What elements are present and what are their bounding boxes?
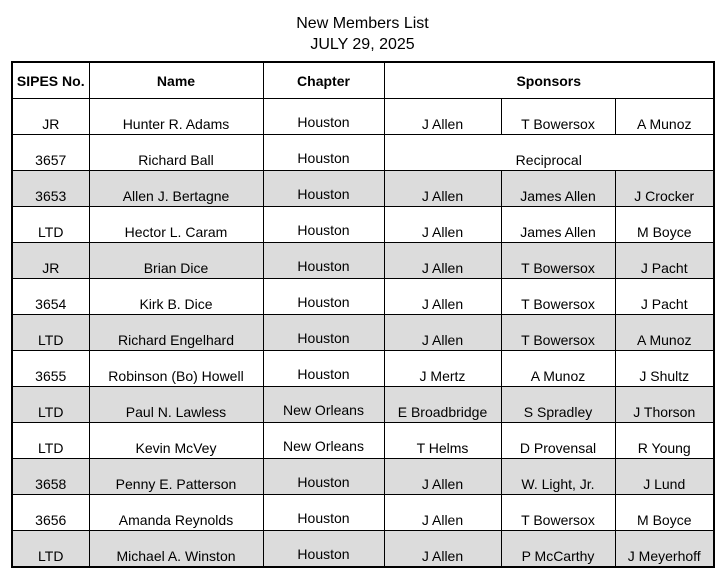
cell-sponsor-3: A Munoz — [615, 99, 714, 135]
cell-sponsor-2: A Munoz — [501, 351, 615, 387]
cell-sponsor-1: J Allen — [384, 279, 501, 315]
cell-name: Richard Ball — [89, 135, 263, 171]
header-sponsors: Sponsors — [384, 62, 714, 99]
cell-sponsor-2: James Allen — [501, 207, 615, 243]
table-row — [12, 351, 714, 387]
cell-sipes-no: JR — [12, 243, 89, 279]
cell-sipes-no: 3657 — [12, 135, 89, 171]
cell-sponsor-2: T Bowersox — [501, 243, 615, 279]
table-row — [12, 315, 714, 351]
cell-sponsor-1: E Broadbridge — [384, 387, 501, 423]
cell-name: Paul N. Lawless — [89, 387, 263, 423]
page-title: New Members List — [296, 15, 429, 32]
table-row — [12, 387, 714, 423]
cell-sponsor-1: J Mertz — [384, 351, 501, 387]
table-row — [12, 207, 714, 243]
table-row — [12, 495, 714, 531]
cell-sipes-no: LTD — [12, 531, 89, 568]
cell-name: Allen J. Bertagne — [89, 171, 263, 207]
cell-sponsor-2: P McCarthy — [501, 531, 615, 568]
cell-name: Amanda Reynolds — [89, 495, 263, 531]
header-chapter: Chapter — [263, 62, 384, 99]
cell-sponsor-3: M Boyce — [615, 207, 714, 243]
list-date: JULY 29, 2025 — [310, 36, 415, 53]
cell-sipes-no: LTD — [12, 423, 89, 459]
cell-sponsor-3: J Pacht — [615, 279, 714, 315]
cell-sponsor-1: J Allen — [384, 531, 501, 568]
members-table — [11, 61, 715, 568]
cell-chapter: Houston — [263, 351, 384, 387]
cell-sponsor-1: T Helms — [384, 423, 501, 459]
cell-sipes-no: 3653 — [12, 171, 89, 207]
cell-sponsor-1: J Allen — [384, 495, 501, 531]
cell-sipes-no: LTD — [12, 387, 89, 423]
cell-chapter: Houston — [263, 531, 384, 568]
cell-sponsor-3: M Boyce — [615, 495, 714, 531]
table-row — [12, 243, 714, 279]
cell-chapter: New Orleans — [263, 387, 384, 423]
cell-chapter: Houston — [263, 171, 384, 207]
cell-name: Kevin McVey — [89, 423, 263, 459]
cell-sponsor-2: W. Light, Jr. — [501, 459, 615, 495]
cell-chapter: Houston — [263, 207, 384, 243]
cell-sponsor-3: A Munoz — [615, 315, 714, 351]
cell-sponsor-1: J Allen — [384, 315, 501, 351]
header-sipes-no: SIPES No. — [12, 62, 89, 99]
cell-sponsor-1: J Allen — [384, 207, 501, 243]
cell-sponsor-2: James Allen — [501, 171, 615, 207]
cell-name: Michael A. Winston — [89, 531, 263, 568]
cell-chapter: Houston — [263, 279, 384, 315]
cell-sponsor-3: J Lund — [615, 459, 714, 495]
table-row — [12, 279, 714, 315]
cell-chapter: Houston — [263, 135, 384, 171]
cell-chapter: Houston — [263, 99, 384, 135]
cell-sipes-no: LTD — [12, 207, 89, 243]
cell-sponsor-3: J Shultz — [615, 351, 714, 387]
cell-sponsor-3: J Thorson — [615, 387, 714, 423]
cell-sponsor-1: J Allen — [384, 99, 501, 135]
table-row — [12, 99, 714, 135]
cell-sipes-no: 3658 — [12, 459, 89, 495]
cell-name: Richard Engelhard — [89, 315, 263, 351]
cell-sponsor-3: R Young — [615, 423, 714, 459]
table-row — [12, 459, 714, 495]
cell-sponsor-2: T Bowersox — [501, 279, 615, 315]
cell-sipes-no: LTD — [12, 315, 89, 351]
cell-name: Robinson (Bo) Howell — [89, 351, 263, 387]
cell-chapter: Houston — [263, 243, 384, 279]
cell-sipes-no: JR — [12, 99, 89, 135]
cell-sipes-no: 3656 — [12, 495, 89, 531]
table-row — [12, 531, 714, 568]
cell-chapter: Houston — [263, 495, 384, 531]
cell-sponsor-3: J Pacht — [615, 243, 714, 279]
cell-sponsor-2: T Bowersox — [501, 315, 615, 351]
cell-sponsor-2: D Provensal — [501, 423, 615, 459]
cell-name: Hector L. Caram — [89, 207, 263, 243]
cell-sponsor-2: T Bowersox — [501, 99, 615, 135]
cell-sipes-no: 3654 — [12, 279, 89, 315]
cell-sponsor-1: J Allen — [384, 171, 501, 207]
cell-chapter: New Orleans — [263, 423, 384, 459]
cell-sponsor-3: J Crocker — [615, 171, 714, 207]
table-row — [12, 171, 714, 207]
table-row — [12, 423, 714, 459]
cell-name: Kirk B. Dice — [89, 279, 263, 315]
cell-sponsor-3: J Meyerhoff — [615, 531, 714, 568]
cell-sipes-no: 3655 — [12, 351, 89, 387]
cell-sponsors-reciprocal: Reciprocal — [384, 135, 714, 171]
cell-sponsor-1: J Allen — [384, 459, 501, 495]
cell-sponsor-1: J Allen — [384, 243, 501, 279]
cell-name: Hunter R. Adams — [89, 99, 263, 135]
cell-sponsor-2: S Spradley — [501, 387, 615, 423]
cell-chapter: Houston — [263, 459, 384, 495]
cell-sponsor-2: T Bowersox — [501, 495, 615, 531]
cell-chapter: Houston — [263, 315, 384, 351]
cell-name: Brian Dice — [89, 243, 263, 279]
table-row — [12, 135, 714, 171]
header-row — [12, 62, 714, 99]
cell-name: Penny E. Patterson — [89, 459, 263, 495]
header-name: Name — [89, 62, 263, 99]
